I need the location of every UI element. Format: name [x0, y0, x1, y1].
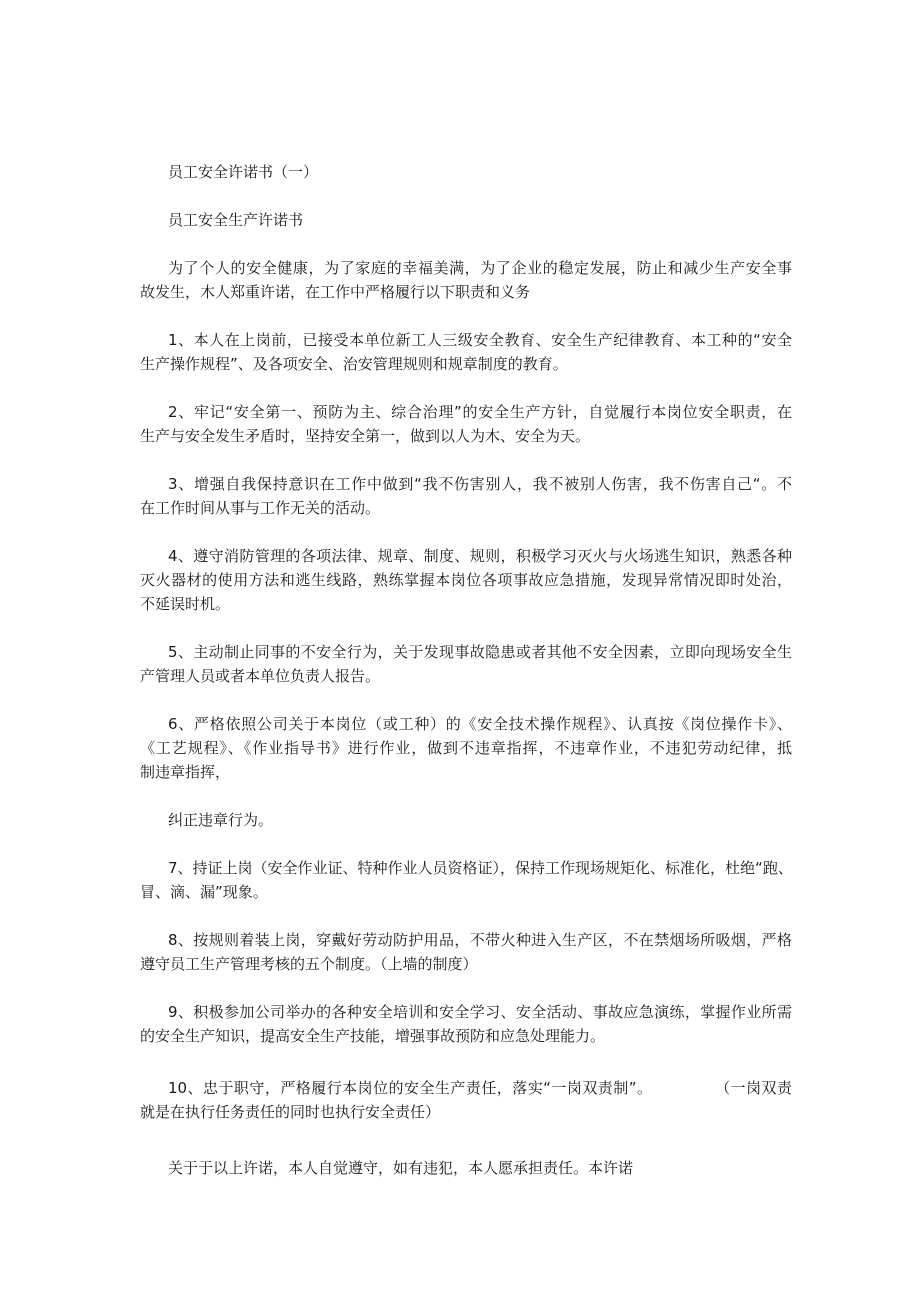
item-5: [140, 640, 792, 688]
closing-paragraph: [140, 1156, 792, 1180]
item-6-line-2: 《工艺规程》、《作业指导书》进行作业，做到不违章指挥，不违章作业，不违犯劳动纪律，抵: [140, 739, 792, 757]
item-3-line-1: 3、增强自我保持意识在工作中做到“我不伤害别人，我不被别人伤害，我不伤害自己“。不: [168, 475, 792, 493]
item-6-line-1: 6、严格依照公司关于本岗位（或工种）的《安全技术操作规程》、认真按《岗位操作卡》、: [168, 715, 792, 733]
item-1: [140, 328, 792, 376]
item-9-line-2: 的安全生产知识，提高安全生产技能，增强事故预防和应急处理能力。: [140, 1027, 606, 1045]
item-9-line-1: 9、积极参加公司举办的各种安全培训和安全学习、安全活动、事故应急演练，掌握作业所需: [168, 1003, 792, 1021]
item-8: [140, 928, 792, 976]
document-title: [140, 160, 792, 184]
intro-line-1: 为了个人的安全健康，为了家庭的幸福美满，为了企业的稳定发展，防止和减少生产安全事: [168, 259, 792, 277]
item-6-continuation-line: 纠正违章行为。: [168, 811, 274, 829]
item-9: [140, 1000, 792, 1048]
item-2: [140, 400, 792, 448]
item-7: [140, 856, 792, 904]
item-4: [140, 544, 792, 616]
item-2-line-2: 生产与安全发生矛盾时，坚持安全第一，做到以人为木、安全为天。: [140, 427, 591, 445]
title-text: 员工安全许诺书（一）: [168, 163, 319, 181]
item-4-line-3: 不延误时机。: [140, 595, 231, 613]
item-7-line-2: 冒、滴、漏”现象。: [140, 883, 268, 901]
item-4-line-1: 4、遵守消防管理的各项法律、规章、制度、规则，积极学习灭火与火场逃生知识，熟悉各种: [168, 547, 792, 565]
item-10-line-2: 就是在执行任务责任的同时也执行安全责任）: [140, 1103, 441, 1121]
item-3-line-2: 在工作时间从事与工作无关的活动。: [140, 499, 381, 517]
subtitle-text: 员工安全生产许诺书: [168, 211, 304, 229]
item-2-line-1: 2、牢记“安全第一、预防为主、综合治理”的安全生产方针，自觉履行本岗位安全职责，在: [168, 403, 792, 421]
item-7-line-1: 7、持证上岗（安全作业证、特种作业人员资格证），保持工作现场规矩化、标准化，杜绝“跑、: [168, 859, 793, 877]
item-10-line-1: 10、忠于职守，严格履行本岗位的安全生产责任，落实“一岗双责制”。 （一岗双责: [168, 1079, 792, 1097]
item-5-line-2: 产管理人员或者本单位负责人报告。: [140, 667, 381, 685]
item-4-line-2: 灭火器材的使用方法和逃生线路，熟练掌握本岗位各项事故应急措施，发现异常情况即时处治，: [140, 571, 792, 589]
item-6: [140, 712, 792, 784]
item-10: [140, 1076, 792, 1124]
item-1-line-2: 生产操作规程”、及各项安全、治安管理规则和规章制度的教育。: [140, 355, 568, 373]
closing-text: 关于于以上许诺，本人自觉遵守，如有违犯，本人愿承担责任。本许诺: [168, 1159, 634, 1177]
intro-line-2: 故发生，木人郑重许诺，在工作中严格履行以下职责和义务: [140, 283, 531, 301]
item-1-line-1: 1、本人在上岗前，已接受本单位新工人三级安全教育、安全生产纪律教育、本工种的“安全: [168, 331, 792, 349]
document-subtitle: [140, 208, 792, 232]
item-6-continuation: [140, 808, 792, 832]
item-3: [140, 472, 792, 520]
intro-paragraph: [140, 256, 792, 304]
item-6-line-3: 制违章指挥，: [140, 763, 231, 781]
item-5-line-1: 5、主动制止同事的不安全行为，关于发现事故隐患或者其他不安全因素，立即向现场安全生: [168, 643, 792, 661]
item-8-line-1: 8、按规则着装上岗，穿戴好劳动防护用品，不带火种进入生产区，不在禁烟场所吸烟，严格: [168, 931, 792, 949]
item-8-line-2: 遵守员工生产管理考核的五个制度。（上墙的制度）: [140, 955, 478, 973]
